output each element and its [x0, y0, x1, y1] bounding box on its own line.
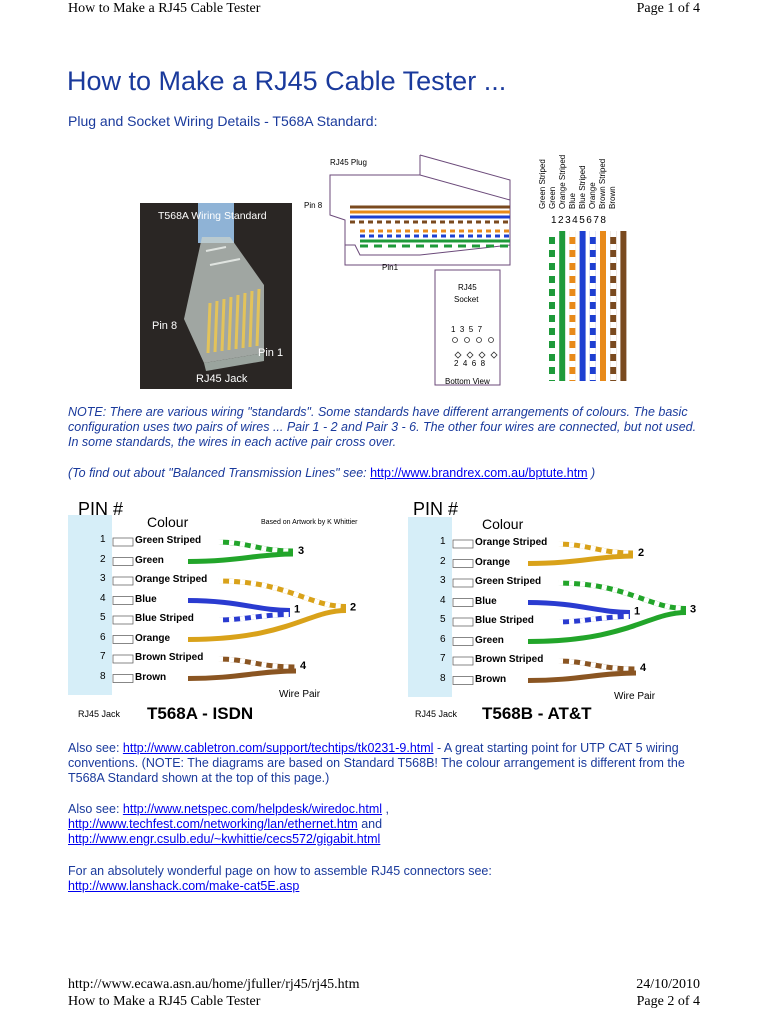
balanced-prefix: (To find out about "Balanced Transmission Lines" see: [68, 466, 371, 480]
right-contact-5 [453, 618, 473, 626]
left-wire-label-1: Green Striped [135, 535, 202, 546]
left-pin-number-7: 7 [100, 651, 106, 662]
left-pin-number-2: 2 [100, 553, 106, 565]
socket-label-socket: Socket [454, 295, 479, 304]
key-label-2: Green [548, 186, 557, 209]
left-wire-label-5: Blue Striped [135, 613, 194, 624]
header-title: How to Make a RJ45 Cable Tester [68, 1, 261, 16]
page-title: How to Make a RJ45 Cable Tester ... [67, 66, 507, 96]
wiring-note: NOTE: There are various wiring "standards". Some standards have different arrangements of colours. The basic configuration uses two pairs of wires ... Pair 1 - 2 and Pair 3 - 6. The other four wires are connected, but not used. In some standards, the wires in each active pair cross over. [68, 405, 697, 449]
left-wire-label-7: Brown Striped [135, 652, 204, 663]
balanced-suffix: ) [587, 466, 596, 480]
left-standard-title: T568A - ISDN [147, 704, 254, 723]
right-pin-number-8: 8 [440, 672, 446, 684]
right-contact-3 [453, 579, 473, 587]
left-pin-number-1: 1 [100, 534, 106, 545]
balanced-lines-line [68, 466, 595, 481]
also-see-links [68, 802, 708, 847]
right-pair-label-4: 4 [640, 662, 647, 674]
left-wire-label-2: Green [135, 554, 164, 566]
colour-key-labels [538, 149, 633, 211]
colour-key-wires [548, 231, 632, 383]
techfest-link[interactable]: http://www.techfest.com/networking/lan/ethernet.htm [68, 817, 358, 831]
right-contact-2 [453, 560, 473, 568]
brandrex-link[interactable]: http://www.brandrex.com.au/bptute.htm [370, 466, 588, 480]
left-wire-path-2 [188, 554, 293, 562]
colour-key [530, 145, 640, 390]
left-contact-1 [113, 538, 133, 546]
right-pin-number-4: 4 [440, 594, 446, 606]
left-contact-8 [113, 675, 133, 683]
right-contact-7 [453, 657, 473, 665]
right-contact-6 [453, 638, 473, 646]
key-label-7: Brown Striped [598, 158, 607, 209]
also2-sep1: , [382, 802, 389, 816]
cabletron-link[interactable]: http://www.cabletron.com/support/techtips/tk0231-9.html [122, 741, 434, 755]
right-contact-1 [453, 540, 473, 548]
right-wire-path-2 [528, 556, 633, 564]
left-pin-number-5: 5 [100, 612, 106, 623]
right-pair-label-2: 1 [634, 605, 641, 618]
right-wire-label-6: Green [475, 634, 504, 646]
right-standard-title: T568B - AT&T [482, 704, 592, 723]
rj45-plug-photo-image [140, 203, 292, 389]
right-wire-label-2: Orange [475, 556, 511, 568]
plug-socket-diagram [300, 145, 530, 390]
also1-text: - A great starting point for UTP CAT 5 wiring conventions. (NOTE: The diagrams are based on Standard T568B! The colour arrangement is different from the T568A Standard shown at the top of this page.) [68, 741, 685, 785]
photo-title: T568A Wiring Standard [158, 210, 267, 222]
also1-prefix: Also see: [68, 741, 123, 755]
plug-pin8-label: Pin 8 [304, 201, 323, 210]
lanshack-link[interactable]: http://www.lanshack.com/make-cat5E.asp [68, 879, 300, 893]
wiring-diagrams [68, 495, 708, 727]
socket-even-pins: 2 4 6 8 [454, 359, 486, 368]
key-label-4: Blue [568, 192, 577, 209]
left-pair-label-3: 2 [350, 601, 357, 614]
left-wire-label-8: Brown [135, 671, 167, 683]
artwork-credit: Based on Artwork by K Whittier [261, 519, 358, 526]
left-contact-2 [113, 558, 133, 566]
left-pin-number-8: 8 [100, 670, 106, 682]
right-pin-header: PIN # [413, 499, 459, 519]
netspec-link[interactable]: http://www.netspec.com/helpdesk/wiredoc.html [122, 802, 383, 816]
left-pair-label-2: 1 [294, 603, 301, 616]
key-pin-numbers: 12345678 [551, 215, 608, 226]
right-pin-number-1: 1 [440, 536, 446, 547]
left-wire-path-8 [188, 671, 296, 679]
right-wire-label-3: Green Striped [475, 576, 542, 587]
plug-label: RJ45 Plug [330, 158, 367, 167]
right-wire-path-4 [528, 603, 630, 613]
left-wire-label-6: Orange [135, 632, 171, 644]
right-pin-number-7: 7 [440, 653, 446, 664]
left-pin-number-3: 3 [100, 573, 106, 584]
also2-prefix: Also see: [68, 802, 123, 816]
left-wire-label-4: Blue [135, 593, 157, 605]
key-label-8: Brown [608, 186, 617, 209]
right-contact-4 [453, 599, 473, 607]
left-pin-number-4: 4 [100, 592, 106, 604]
key-label-3: Orange Striped [558, 154, 567, 209]
right-wire-label-1: Orange Striped [475, 537, 548, 548]
right-pin-number-2: 2 [440, 555, 446, 567]
right-jack-label: RJ45 Jack [415, 709, 458, 719]
also-see-cabletron [68, 741, 708, 786]
right-wire-label-5: Blue Striped [475, 615, 534, 626]
footer-date: 24/10/2010 [636, 977, 700, 992]
right-pin-number-6: 6 [440, 633, 446, 645]
left-contact-4 [113, 597, 133, 605]
key-label-6: Orange [588, 182, 597, 209]
left-contact-3 [113, 577, 133, 585]
photo-pin8-label: Pin 8 [152, 320, 178, 332]
right-wire-label-8: Brown [475, 673, 507, 685]
footer-url: http://www.ecawa.asn.au/home/jfuller/rj45/rj45.htm [68, 977, 360, 992]
right-wire-label-4: Blue [475, 595, 497, 607]
key-label-1: Green Striped [538, 159, 547, 209]
assemble-text: For an absolutely wonderful page on how to assemble RJ45 connectors see: [68, 864, 492, 878]
header-page-number: Page 1 of 4 [636, 1, 700, 16]
footer-title: How to Make a RJ45 Cable Tester [68, 994, 261, 1009]
photo-caption: RJ45 Jack [196, 373, 248, 385]
also2-sep2: and [357, 817, 383, 831]
right-wire-path-8 [528, 673, 636, 681]
left-wire-pair-label: Wire Pair [279, 689, 321, 700]
right-contact-8 [453, 677, 473, 685]
socket-label-rj45: RJ45 [458, 283, 477, 292]
left-jack-label: RJ45 Jack [78, 709, 121, 719]
footer-page-number: Page 2 of 4 [636, 994, 700, 1009]
csulb-link[interactable]: http://www.engr.csulb.edu/~kwhittie/cecs572/gigabit.html [68, 832, 381, 846]
left-pair-label-4: 4 [300, 660, 307, 672]
right-wire-pair-label: Wire Pair [614, 691, 656, 702]
plug-pin1-label: Pin1 [382, 263, 399, 272]
rj45-photo [140, 203, 292, 389]
right-pair-label-1: 2 [638, 547, 645, 559]
left-contact-5 [113, 616, 133, 624]
right-colour-header: Colour [482, 516, 524, 532]
key-label-5: Blue Striped [578, 165, 587, 209]
bottom-view-label: Bottom View [445, 377, 490, 386]
left-pin-header: PIN # [78, 499, 124, 519]
socket-odd-pins: 1 3 5 7 [451, 325, 483, 334]
left-pin-number-6: 6 [100, 631, 106, 643]
left-wire-path-4 [188, 601, 290, 611]
assemble-paragraph [68, 864, 708, 894]
right-pin-number-3: 3 [440, 575, 446, 586]
right-pair-label-3: 3 [690, 603, 697, 616]
photo-pin1-label: Pin 1 [258, 347, 284, 359]
right-wire-label-7: Brown Striped [475, 654, 544, 665]
section-subtitle: Plug and Socket Wiring Details - T568A Standard: [68, 113, 378, 129]
left-contact-7 [113, 655, 133, 663]
plug-drawing [300, 145, 530, 390]
left-contact-6 [113, 636, 133, 644]
left-wire-label-3: Orange Striped [135, 574, 208, 585]
right-pin-number-5: 5 [440, 614, 446, 625]
left-colour-header: Colour [147, 514, 189, 530]
left-pair-label-1: 3 [298, 545, 305, 557]
